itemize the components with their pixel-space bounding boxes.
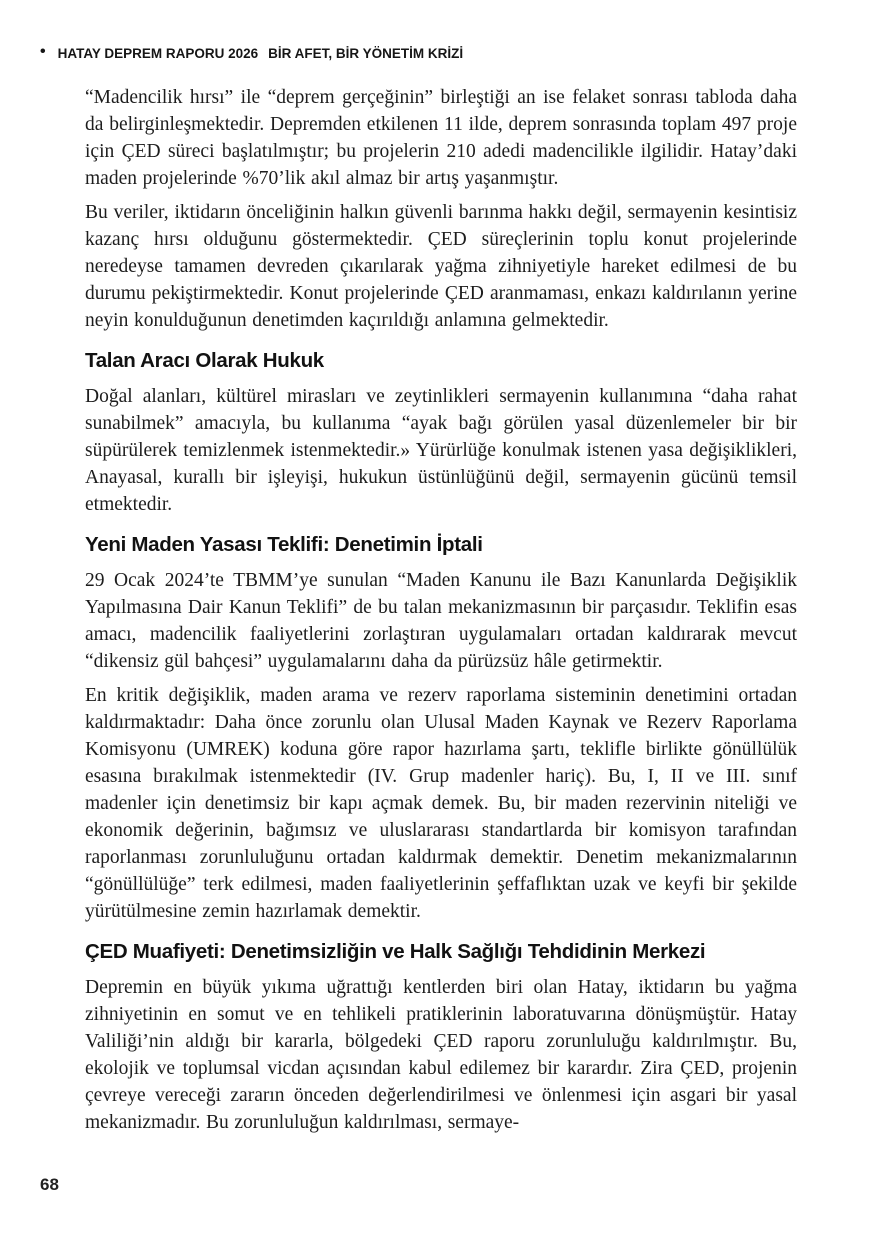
bullet-icon: • — [40, 43, 46, 60]
section-heading-yeni-maden-yasasi: Yeni Maden Yasası Teklifi: Denetimin İptali — [85, 533, 483, 556]
page-number: 68 — [40, 1175, 59, 1194]
running-head — [40, 45, 463, 61]
paragraph-bu-veriler: Bu veriler, iktidarın önceliğinin halkın güvenli barınma hakkı değil, sermayenin kesintisiz kazanç hırsı olduğunu göstermektedir. ÇED süreçlerinin toplu konut projelerinde neredeyse tamamen devreden çıkarılarak yağma zihniyetiyle hareket edilmesi de bu durumu pekiştirmektedir. Konut projelerinde ÇED aranmaması, enkazı kaldırılanın yerine neyin konulduğunun denetimden kaçırıldığı anlamına gelmektedir. — [85, 202, 797, 331]
section-heading-ced-muafiyeti: ÇED Muafiyeti: Denetimsizliğin ve Halk Sağlığı Tehdidinin Merkezi — [85, 940, 706, 963]
paragraph-29-ocak: 29 Ocak 2024’te TBMM’ye sunulan “Maden Kanunu ile Bazı Kanunlarda Değişiklik Yapılmasına Dair Kanun Teklifi” de bu talan mekanizmasının bir parçasıdır. Teklifin esas amacı, madencilik faaliyetlerini zorlaştıran uygulamaları ortadan kaldırarak mevcut “dikensiz gül bahçesi” uygulamalarını daha da pürüzsüz hâle getirmektir. — [85, 570, 797, 672]
report-title: HATAY DEPREM RAPORU 2026 — [57, 45, 259, 61]
paragraph-madencilik-hirsi: “Madencilik hırsı” ile “deprem gerçeğinin” birleştiği an ise felaket sonrası tabloda daha da belirginleşmektedir. Depremden etkilenen 11 ilde, deprem sonrasında toplam 497 proje için ÇED süreci başlatılmıştır; bu projelerin 210 adedi madencilikle ilgilidir. Hatay’daki maden projelerinde %70’lik akıl almaz bir artış yaşanmıştır. — [85, 87, 797, 189]
section-heading-talan-araci: Talan Aracı Olarak Hukuk — [85, 349, 324, 372]
paragraph-depremin-en-buyuk: Depremin en büyük yıkıma uğrattığı kentlerden biri olan Hatay, iktidarın bu yağma zihniyetinin en somut ve en tehlikeli pratiklerinin laboratuvarına dönüşmüştür. Hatay Valiliği’nin aldığı bir kararla, bölgedeki ÇED raporu zorunluluğu kaldırılmıştır. Bu, ekolojik ve toplumsal vicdan açısından kabul edilemez bir karardır. Zira ÇED, projenin çevreye vereceği zararın önceden değerlendirilmesi ve önlenmesi için asgari bir yasal mekanizmadır. Bu zorunluluğun kaldırılması, sermaye- — [85, 977, 797, 1133]
paragraph-en-kritik: En kritik değişiklik, maden arama ve rezerv raporlama sisteminin denetimini ortadan kaldırmaktadır: Daha önce zorunlu olan Ulusal Maden Kaynak ve Rezerv Raporlama Komisyonu (UMREK) koduna göre rapor hazırlama şartı, teklifle birlikte gönüllülük esasına bırakılmak istenmektedir (IV. Grup madenler hariç). Bu, I, II ve III. sınıf madenler için denetimsiz bir kapı açmak demek. Bu, bir maden rezervinin niteliği ve ekonomik değerinin, bağımsız ve uluslararası standartlarda bir komisyon tarafından raporlanması zorunluluğunu ortadan kaldırmak demektir. Denetim mekanizmalarının “gönüllülüğe” terk edilmesi, maden faaliyetlerinin şeffaflıktan uzak ve keyfi bir şekilde yürütülmesine zemin hazırlamak demektir. — [85, 685, 797, 922]
page-body — [85, 84, 797, 1143]
paragraph-dogal-alanlari: Doğal alanları, kültürel mirasları ve zeytinlikleri sermayenin kullanımına “daha rahat sunabilmek” amacıyla, bu kullanıma “ayak bağı görülen yasal düzenlemeler bir bir süpürülerek temizlenmek istenmektedir.» Yürürlüğe konulmak istenen yasa değişiklikleri, Anayasal, kurallı bir işleyişi, hukukun üstünlüğünü değil, sermayenin gücünü temsil etmektedir. — [85, 386, 797, 515]
report-subtitle: BİR AFET, BİR YÖNETİM KRİZİ — [268, 45, 464, 61]
